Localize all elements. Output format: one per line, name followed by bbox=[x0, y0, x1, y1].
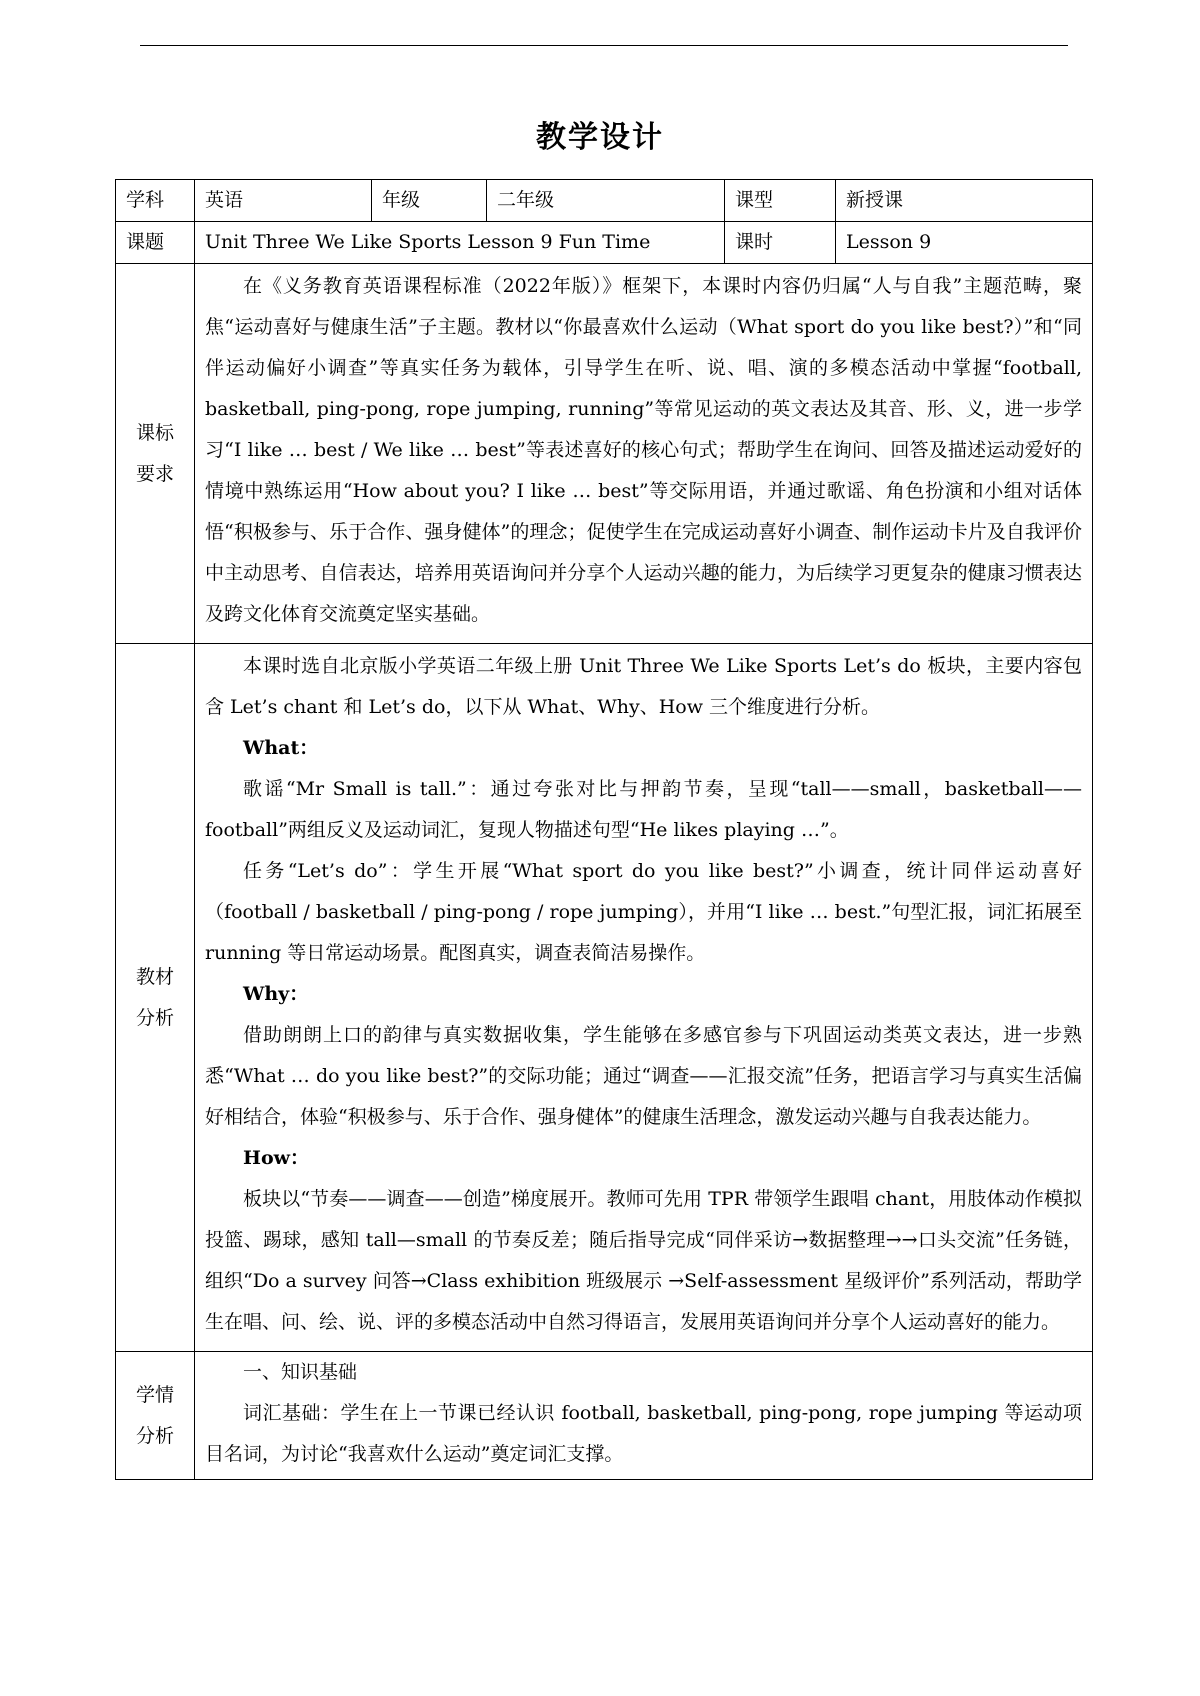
learner-content bbox=[195, 1352, 1093, 1480]
curriculum-row bbox=[116, 264, 1093, 644]
learner-vocab-paragraph: 词汇基础：学生在上一节课已经认识 football, basketball, ping-pong, rope jumping 等运动项目名词，为讨论“我喜欢什么运动”奠定词汇支撑。 bbox=[205, 1402, 1082, 1465]
why-paragraph: 借助朗朗上口的韵律与真实数据收集，学生能够在多感官参与下巩固运动类英文表达，进一步熟悉“What … do you like best?”的交际功能；通过“调查——汇报交流”任务，把语言学习与真实生活偏好相结合，体验“积极参与、乐于合作、强身健体”的健康生活理念，激发运动兴趣与自我表达能力。 bbox=[205, 1024, 1082, 1128]
topic-label: 课题 bbox=[116, 222, 195, 264]
curriculum-content bbox=[195, 264, 1093, 644]
document-title: 教学设计 bbox=[536, 120, 664, 155]
header-rule bbox=[140, 45, 1068, 46]
info-row bbox=[116, 180, 1093, 222]
topic-value: Unit Three We Like Sports Lesson 9 Fun Time bbox=[195, 222, 725, 264]
topic-row bbox=[116, 222, 1093, 264]
material-label: 教材 分析 bbox=[116, 644, 195, 1352]
period-label: 课时 bbox=[725, 222, 836, 264]
curriculum-label: 课标 要求 bbox=[116, 264, 195, 644]
material-row bbox=[116, 644, 1093, 1352]
learner-label: 学情 分析 bbox=[116, 1352, 195, 1480]
subject-label: 学科 bbox=[116, 180, 195, 222]
period-value: Lesson 9 bbox=[836, 222, 1093, 264]
why-heading: Why： bbox=[243, 983, 309, 1005]
material-content bbox=[195, 644, 1093, 1352]
what-paragraph-task: 任务“Let’s do”：学生开展“What sport do you like best?”小调查，统计同伴运动喜好（football / basketball / ping-pong / rope jumping），并用“I like … best.”句型汇报，词汇拓展至 running 等日常运动场景。配图真实，调查表简洁易操作。 bbox=[205, 860, 1082, 964]
learner-heading: 一、知识基础 bbox=[243, 1361, 358, 1383]
what-heading: What： bbox=[243, 737, 319, 759]
learner-row bbox=[116, 1352, 1093, 1480]
subject-value: 英语 bbox=[195, 180, 372, 222]
material-intro: 本课时选自北京版小学英语二年级上册 Unit Three We Like Sports Let’s do 板块，主要内容包含 Let’s chant 和 Let’s do，以下从 What、Why、How 三个维度进行分析。 bbox=[205, 655, 1082, 718]
how-paragraph: 板块以“节奏——调查——创造”梯度展开。教师可先用 TPR 带领学生跟唱 chant，用肢体动作模拟投篮、踢球，感知 tall—small 的节奏反差；随后指导完成“同伴采访→数据整理→→口头交流”任务链，组织“Do a survey 问答→Class exhibition 班级展示 →Self-assessment 星级评价”系列活动，帮助学生在唱、问、绘、说、评的多模态活动中自然习得语言，发展用英语询问并分享个人运动喜好的能力。 bbox=[205, 1188, 1082, 1333]
lesson-type-label: 课型 bbox=[725, 180, 836, 222]
curriculum-paragraph: 在《义务教育英语课程标准（2022年版）》框架下，本课时内容仍归属“人与自我”主题范畴，聚焦“运动喜好与健康生活”子主题。教材以“你最喜欢什么运动（What sport do you like best?）”和“同伴运动偏好小调查”等真实任务为载体，引导学生在听、说、唱、演的多模态活动中掌握“football, basketball, ping-pong, rope jumping, running”等常见运动的英文表达及其音、形、义，进一步学习“I like … best / We like … best”等表述喜好的核心句式；帮助学生在询问、回答及描述运动爱好的情境中熟练运用“How about you? I like … best”等交际用语，并通过歌谣、角色扮演和小组对话体悟“积极参与、乐于合作、强身健体”的理念；促使学生在完成运动喜好小调查、制作运动卡片及自我评价中主动思考、自信表达，培养用英语询问并分享个人运动兴趣的能力，为后续学习更复杂的健康习惯表达及跨文化体育交流奠定坚实基础。 bbox=[205, 275, 1082, 625]
lesson-type-value: 新授课 bbox=[836, 180, 1093, 222]
grade-value: 二年级 bbox=[487, 180, 725, 222]
lesson-plan-table bbox=[115, 179, 1093, 1480]
how-heading: How： bbox=[243, 1147, 309, 1169]
what-paragraph-chant: 歌谣“Mr Small is tall.”：通过夸张对比与押韵节奏，呈现“tall——small，basketball——football”两组反义及运动词汇，复现人物描述句型“He likes playing …”。 bbox=[205, 778, 1082, 841]
grade-label: 年级 bbox=[372, 180, 487, 222]
